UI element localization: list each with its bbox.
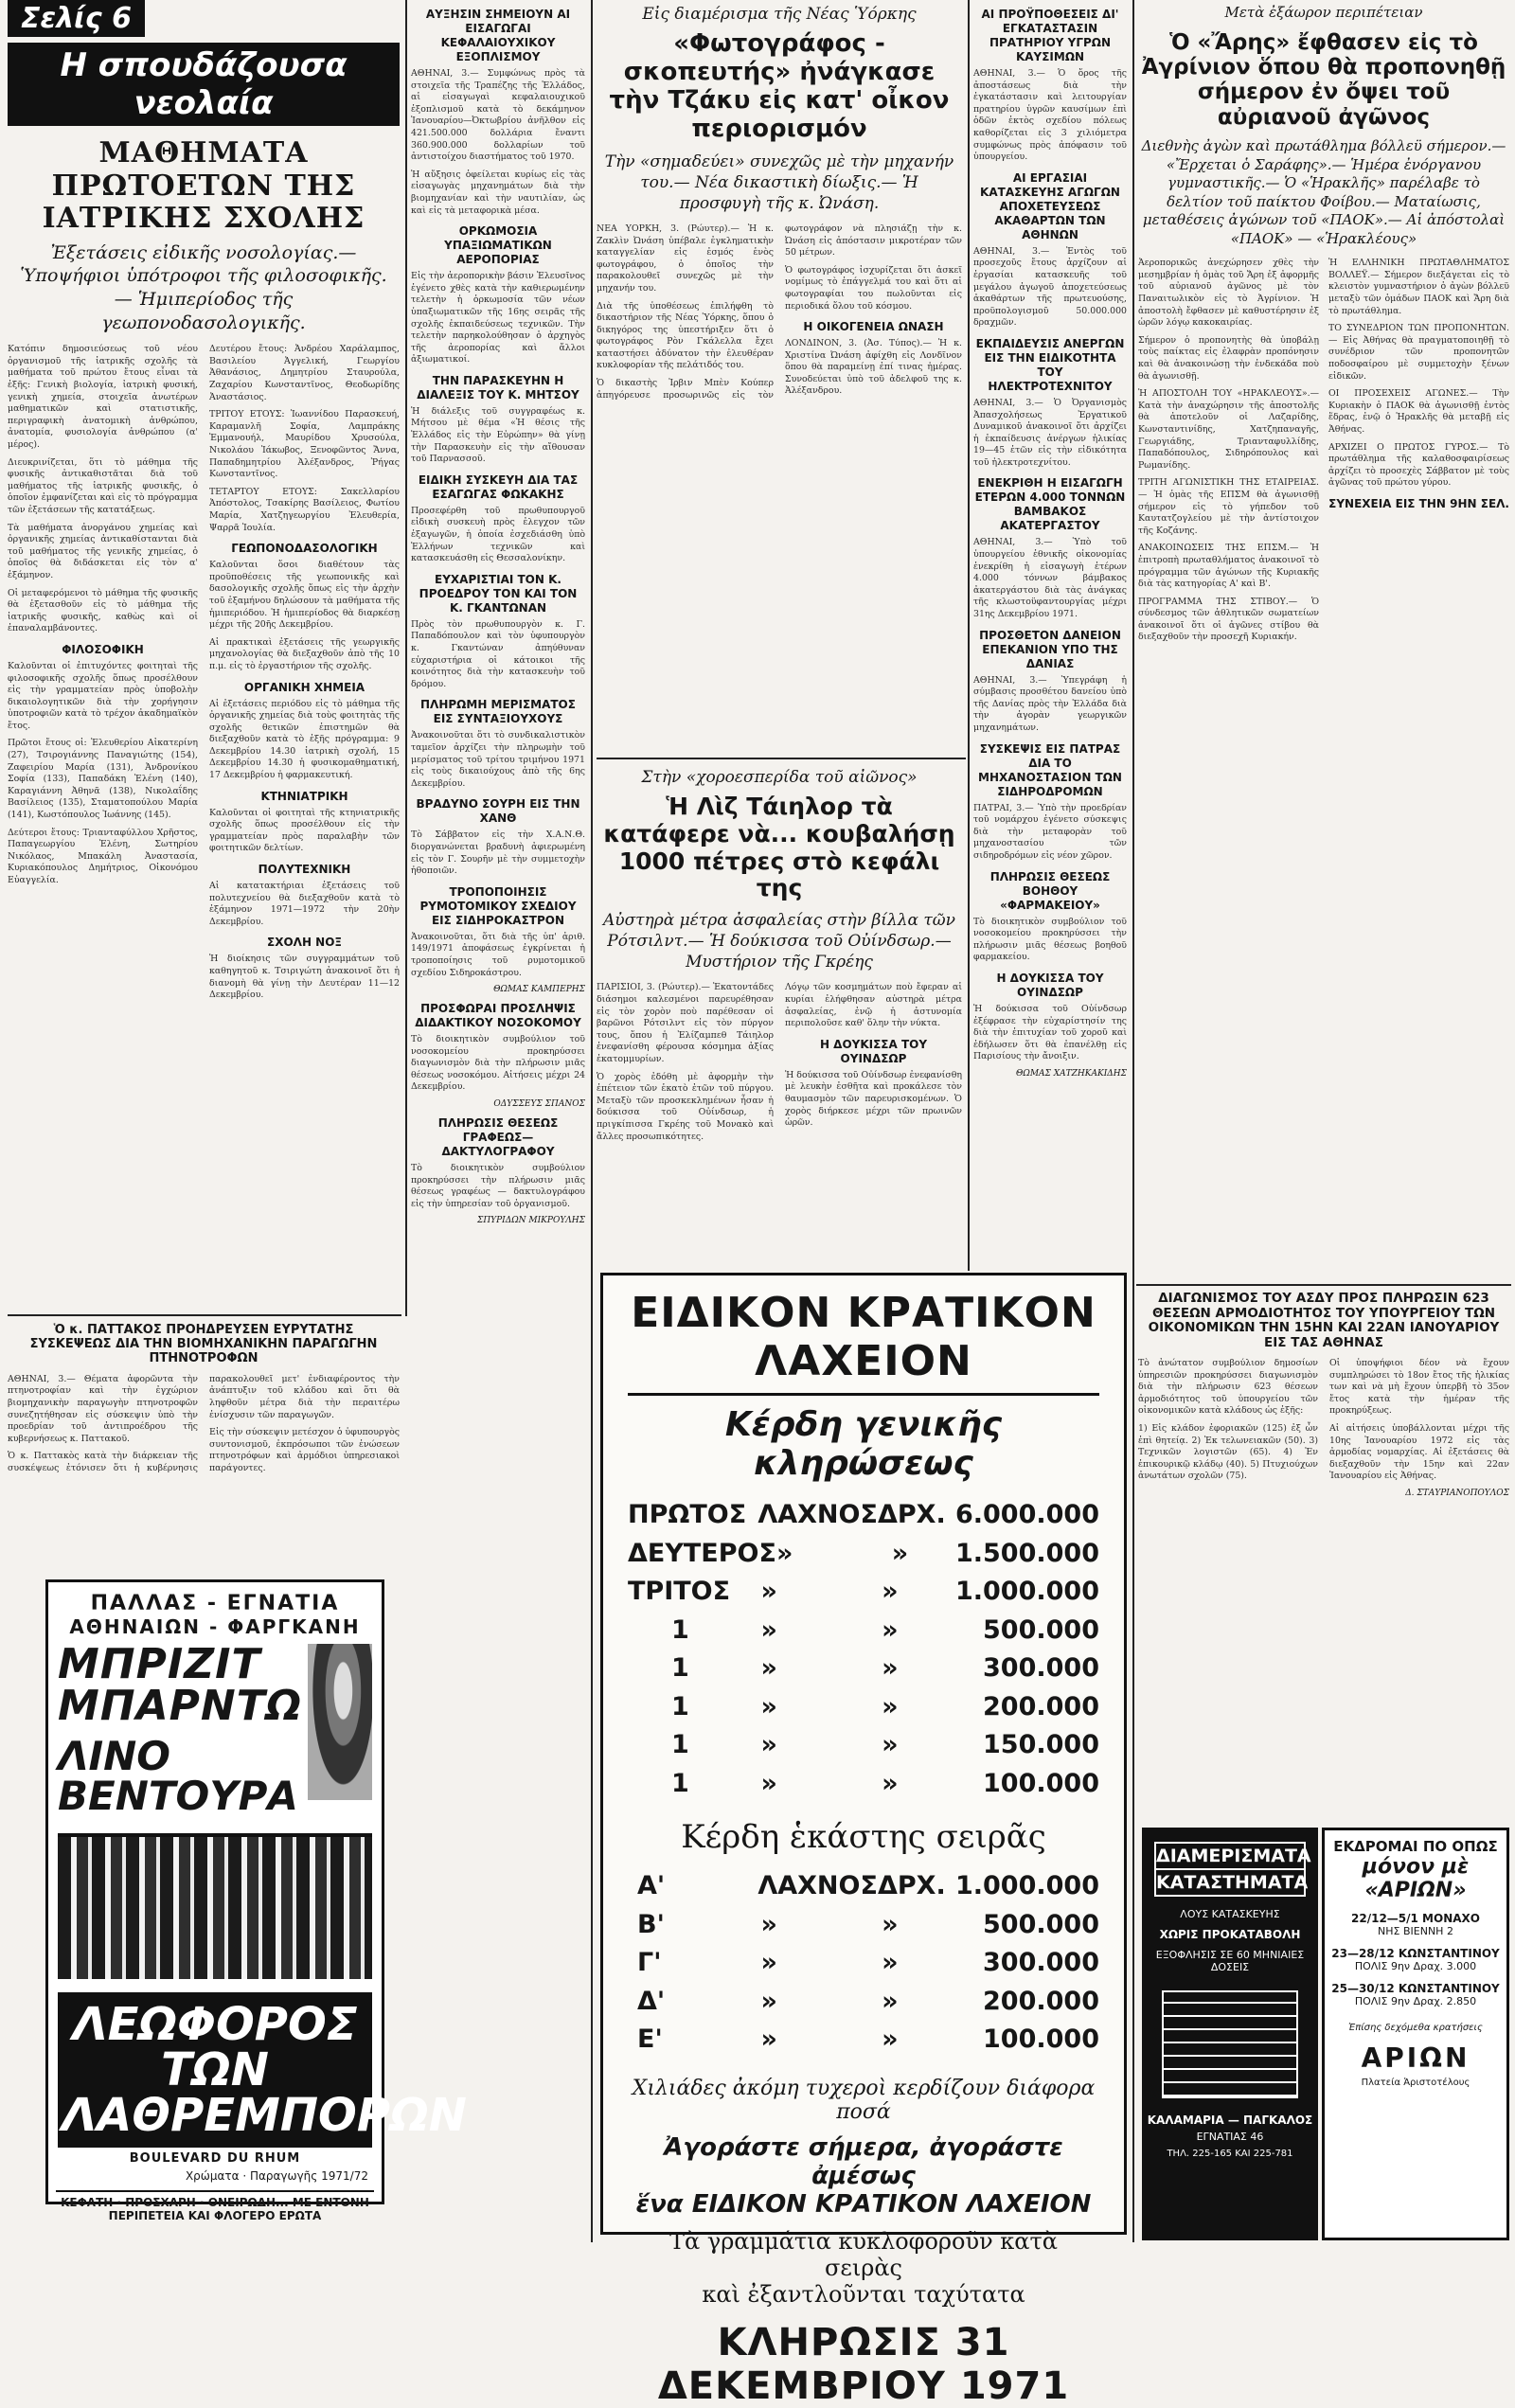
prize-currency: ΔΡΧ. [877,1871,946,1900]
prize-rank: 1 [671,1768,689,1798]
ad-line: ΕΓΝΑΤΙΑΣ 46 [1196,2131,1264,2143]
section-subheading: ΚΤΗΝΙΑΤΡΙΚΗ [260,789,348,803]
main-subhead: Ἐξετάσεις εἰδικῆς νοσολογίας.— Ὑποψήφιοι ὑπότροφοι τῆς φιλοσοφικῆς.— Ἡμιπερίοδος τῆς γεωπονοδασολογικῆς. [20,241,387,333]
article-paragraph: Σήμερον ὁ προπονητὴς θὰ ὑποβάλῃ τοὺς παίκτας εἰς ἐλαφρὰν προπόνησιν καὶ θὰ ἀνακοινώσῃ τὴν ἐνδεκάδα ποὺ θὰ ἀγωνισθῇ. [1138,334,1319,382]
article-paragraph: Ἡ ΑΠΟΣΤΟΛΗ ΤΟΥ «ΗΡΑΚΛΕΟΥΣ».— Κατὰ τὴν ἀναχώρησιν τῆς ἀποστολῆς θὰ ἀποτελοῦν οἱ Λαζαρίδης, Κωνσταντινίδης, Χατζηπαναγῆς, Γεωργιάδης, Τριανταφυλλίδης, Παπαδόπουλος, Σιδηρόπουλος καὶ Ρωμανίδης. [1138,388,1319,471]
excursions-advertisement [1322,1828,1509,2240]
article-paragraph: Πρῶτοι ἔτους οἱ: Ἐλευθερίου Αἰκατερίνη (27), Τσιρογιάννης Παναγιώτης (154), Ζαφειρίου Μαρία (131), Ἀνδρονίκου Σοφία (133), Παπαδάκη Ἐλένη (140), Καραγιάννη Ἀθηνᾶ (138), Νικολαΐδης Βασίλειος (135), Σταματοπούλου Μαρία (141), Κωστόπουλος Ἰωάννης (145). [8,738,198,821]
article-paragraph: Τὸ διοικητικὸν συμβούλιον προκηρύσσει τὴν πλήρωσιν μιᾶς θέσεως γραφέως — δακτυλογράφου εἰς τὴν ὑπηρεσίαν τοῦ ὀργανισμοῦ. [411,1163,585,1209]
article-headline: ΟΡΚΩΜΟΣΙΑ ΥΠΑΞΙΩΜΑΤΙΚΩΝ ΑΕΡΟΠΟΡΙΑΣ [444,224,552,267]
article-subhead: Αὐστηρὰ μέτρα ἀσφαλείας στὴν βίλλα τῶν Ρότσιλντ.— Ἡ δούκισσα τοῦ Οὐίνδσωρ.— Μυστήριον τῆς Γκρέης [602,911,956,972]
article-paragraph: Δεύτεροι ἔτους: Τριανταφύλλου Χρῆστος, Παπαγεωργίου Ἑλένη, Σωτηρίου Νικόλαος, Μπακάλη Ἀναστασία, Κυριακόπουλος Δημήτριος, Οἰκονόμου Εὐαγγελία. [8,827,198,885]
article-paragraph: ΑΘΗΝΑΙ, 3.— Ὁ Ὀργανισμὸς Ἀπασχολήσεως Ἐργατικοῦ Δυναμικοῦ ἀνακοινοῖ ὅτι ἀρχίζει ἡ ἐκπαίδευσις ἀνέργων ἡλικίας 19—45 ἐτῶν εἰς τὴν εἰδικότητα τοῦ ἠλεκτροτεχνίτου. [973,397,1127,468]
prize-rank: 1 [671,1730,689,1759]
prize-currency: » [891,1538,909,1568]
prize-label: » [760,1909,777,1939]
article-paragraph: ΑΘΗΝΑΙ, 3.— Ὁ ὅρος τῆς ἀποστάσεως διὰ τὴν ἐγκατάστασιν καὶ λειτουργίαν πρατηρίου ὑγρῶν καυσίμων ἐπὶ ὁδῶν ἐκτὸς σχεδίου πόλεως καθορίζεται εἰς 3 χιλιόμετρα συμφώνως πρὸς ἀπόφασιν τοῦ ὑπουργείου. [973,68,1127,163]
prize-row [628,1650,1099,1688]
article-headline: Η ΔΟΥΚΙΣΣΑ ΤΟΥ ΟΥΙΝΔΣΩΡ [996,971,1104,999]
article-paragraph: Πρὸς τὸν πρωθυπουργὸν κ. Γ. Παπαδόπουλον καὶ τὸν ὑφυπουργὸν κ. Γκαντώναν ἀπηύθυναν εὐχαριστήρια οἱ κάτοικοι τῆς κοινότητος διὰ τὴν κατασκευὴν τοῦ δρόμου. [411,618,585,689]
prize-amount: 300.000 [983,1948,1099,1977]
article-paragraph: ΑΘΗΝΑΙ, 3.— Θέματα ἀφορῶντα τὴν πτηνοτροφίαν καὶ τὴν ἐγχώριον βιομηχανικὴν παραγωγὴν πτηνοτροφῶν συνεζητήθησαν εἰς σύσκεψιν ὑπὸ τὴν προεδρίαν τοῦ ἀντιπροέδρου τῆς κυβερνήσεως κ. Παττακοῦ. [8,1373,198,1444]
article-paragraph: Αἱ κατατακτήριαι ἐξετάσεις τοῦ πολυτεχνείου θὰ διεξαχθοῦν κατὰ τὸ ἑξάμηνον 1971—1972 τὴν 20ὴν Δεκεμβρίου. [209,881,400,927]
star-name: ΛΙΝΟ ΒΕΝΤΟΥΡΑ [58,1733,298,1819]
prize-rank: Α' [637,1871,666,1900]
article-paragraph: Ἡ δούκισσα τοῦ Οὐίνδσωρ ἐξέφρασε τὴν εὐχαρίστησίν της διὰ τὴν ἐπιτυχίαν τοῦ χοροῦ καὶ ἐδήλωσεν ὅτι θὰ ἐπανέλθῃ εἰς Παρισίους τὴν ἄνοιξιν. [973,1003,1127,1062]
article-paragraph: Τὸ Σάββατον εἰς τὴν Χ.Α.Ν.Θ. διοργανώνεται βραδυνὴ ἀφιερωμένη εἰς τὸν Γ. Σουρῆν μὲ τὴν συμμετοχὴν ἠθοποιῶν. [411,829,585,877]
lottery-line: Ἀγοράστε σήμερα, ἀγοράστε ἀμέσως [664,2132,1063,2190]
article-paragraph: Κατόπιν δημοσιεύσεως τοῦ νέου ὀργανισμοῦ τῆς ἰατρικῆς σχολῆς τὰ μαθήματα τοῦ πρώτου ἔτους εἶναι τὰ ἑξῆς: Γενικὴ βιολογία, ἰατρικὴ φυσική, γενικὴ χημεία, στοιχεῖα ἀνωτέρων μαθηματικῶν καὶ στατιστικῆς, περιγραφικὴ ἀνατομικὴ ἀνθρώπου, ἀνατομία, φυσιολογία ἀνθρώπου (α' μέρος). [8,344,198,450]
prize-label: » [760,1986,777,2016]
article-paragraph: ΑΝΑΚΟΙΝΩΣΕΙΣ ΤΗΣ ΕΠΣΜ.— Ἡ ἐπιτροπὴ πρωταθλήματος ἀνακοινοῖ τὸ πρόγραμμα τῶν ἀγώνων τῆς Κυριακῆς διὰ τὰς κατηγορίας Α' καὶ Β'. [1138,543,1319,590]
ad-line: ΧΩΡΙΣ ΠΡΟΚΑΤΑΒΟΛΗ [1159,1928,1301,1941]
article-headline: ΠΡΟΣΦΩΡΑΙ ΠΡΟΣΛΗΨΙΣ ΔΙΔΑΚΤΙΚΟΥ ΝΟΣΟΚΟΜΟΥ [415,1002,581,1030]
article-headline: ΕΝΕΚΡΙΘΗ Η ΕΙΣΑΓΩΓΗ ΕΤΕΡΩΝ 4.000 ΤΟΝΝΩΝ ΒΑΜΒΑΚΟΣ ΑΚΑΤΕΡΓΑΣΤΟΥ [974,476,1126,533]
cinema-names-2: ΑΘΗΝΑΙΩΝ - ΦΑΡΓΚΑΝΗ [69,1615,361,1638]
prize-currency: » [882,1909,899,1939]
article-paragraph: Τὸ ἀνώτατον συμβούλιον δημοσίων ὑπηρεσιῶν προκηρύσσει διαγωνισμὸν διὰ τὴν πλήρωσιν 623 θέσεων ἀρμοδιότητος τοῦ ὑπουργείου τῶν οἰκονομικῶν κατὰ κλάδους ὡς ἑξῆς: [1138,1358,1318,1417]
lottery-advertisement [600,1273,1127,2408]
lottery-line: Τὰ γραμμάτια κυκλοφοροῦν κατὰ σειρὰς [669,2227,1058,2281]
ad-line: Ἐπίσης δεχόμεθα κρατήσεις [1348,2023,1483,2033]
liz-taylor-article [597,763,962,1265]
prize-amount: 150.000 [983,1730,1099,1759]
signature: ΘΩΜΑΣ ΚΑΜΠΕΡΗΣ [493,985,585,995]
ad-title: ΕΚΔΡΟΜΑΙ ΠΟ ΟΠΩΣ [1333,1838,1498,1855]
prize-label: » [760,1653,777,1683]
prize-label: » [760,1691,777,1721]
article-paragraph: Τὰ μαθήματα ἀνοργάνου χημείας καὶ ὀργανικῆς χημείας ἀντικαθίστανται διὰ τοῦ μαθήματος τῆς γενικῆς χημείας, ὁ ὁποῖος θὰ διδάσκεται εἰς τὸν α' ἑξάμηνον. [8,522,198,580]
article-column [209,344,400,1008]
article-kicker: Μετὰ ἐξάωρον περιπέτειαν [1224,4,1423,21]
article-headline: ΕΥΧΑΡΙΣΤΙΑΙ ΤΟΝ Κ. ΠΡΟΕΔΡΟΥ ΤΟΝ ΚΑΙ ΤΟΝ Κ. ΓΚΑΝΤΩΝΑΝ [419,572,578,615]
article-subhead: Τὴν «σημαδεύει» συνεχῶς μὲ τὴν μηχανήν του.— Νέα δικαστικὴ δίωξις.— Ἡ προσφυγὴ τῆς κ. Ὠνάση. [604,152,954,213]
left-block [8,0,400,1316]
article-paragraph: Αἱ πρακτικαὶ ἐξετάσεις τῆς γεωργικῆς μηχανολογίας θὰ διεξαχθοῦν ἀπὸ τῆς 10 π.μ. εἰς τὸ ἐργαστήριον τῆς σχολῆς. [209,636,400,671]
article-paragraph: ΑΘΗΝΑΙ, 3.— Ὑπεγράφη ἡ σύμβασις προσθέτου δανείου ὑπὸ τῆς Δανίας πρὸς τὴν Ἑλλάδα διὰ τὴν ἀγορὰν γεωργικῶν μηχανημάτων. [973,674,1127,733]
ad-line: 22/12—5/1 ΜΟΝΑΧΟ [1351,1912,1480,1925]
prize-row [628,1983,1099,2022]
article-subhead: Διεθνὴς ἀγὼν καὶ πρωτάθλημα βόλλεϋ σήμερον.— «Ἔρχεται ὁ Σαράφης».— Ἡμέρα ἐνόργανου γυμναστικῆς.— Ὁ «Ἡρακλῆς» παρέλαβε τὸ δελτίον τοῦ παίκτου Φοίβου.— Ματαίωσις, μεταθέσεις ἀγώνων τοῦ «ΠΑΟΚ».— Αἱ ἀπόστολαὶ «ΠΑΟΚ» — «Ἡρακλέους» [1141,137,1506,247]
lottery-line: καὶ ἐξαντλοῦνται ταχύτατα [702,2280,1025,2308]
prize-rank: 1 [671,1614,689,1645]
prize-currency: » [882,2025,899,2054]
prize-currency: » [882,1730,899,1759]
article-paragraph: 1) Εἰς κλάδον ἐφοριακῶν (125) ἐξ ὧν ἐπὶ θητείᾳ. 2) Ἐκ τελωνειακῶν (50). 3) Τεχνικῶν λογιστῶν (65). 4) Ἐν ἐπικουρικῷ κλάδῳ (40). 5) Πτυχιούχων ἀνωτάτων σχολῶν (75). [1138,1423,1318,1482]
prize-row [628,1688,1099,1727]
prize-currency: » [882,1986,899,2016]
prize-label: » [760,2025,777,2054]
film-original-title: BOULEVARD DU RHUM [129,2151,301,2166]
article-paragraph: ΠΑΡΙΣΙΟΙ, 3. (Ρώυτερ).— Ἐκατοντάδες διάσημοι καλεσμένοι παρευρέθησαν εἰς τὸν χορὸν ποὺ παρέθεσαν οἱ βαρῶνοι Ρότσιλντ εἰς τὸν πύργον τους, ὅπου ἡ Ἐλίζαμπεθ Τάιηλορ ἐνεφανίσθη φέρουσα κόσμημα ἀξίας ἑκατομμυρίων. [597,982,774,1064]
prize-row [628,1867,1099,1906]
prize-currency: » [882,1653,899,1683]
article-paragraph: Λόγῳ τῶν κοσμημάτων ποὺ ἔφεραν αἱ κυρίαι ἐλήφθησαν αὐστηρὰ μέτρα ἀσφαλείας, ἐνῷ ἡ ἀστυνομία περιπολοῦσε καθ' ὅλην τὴν νύκτα. [785,982,962,1029]
article-paragraph: Τὸ διοικητικὸν συμβούλιον τοῦ νοσοκομείου προκηρύσσει διαγωνισμὸν διὰ τὴν πλήρωσιν μιᾶς θέσεως νοσοκόμου. Αἰτήσεις μέχρι 24 Δεκεμβρίου. [411,1034,585,1093]
article-paragraph: Εἰς τὴν ἀεροπορικὴν βάσιν Ἐλευσῖνος ἐγένετο χθὲς κατὰ τὴν καθιερωμένην τελετὴν ἡ ὁρκωμοσία τῶν νέων ὑπαξιωματικῶν τῆς 16ης σειρᾶς τῆς σχολῆς ἐκπαιδεύσεως τεχνικῶν. Τὴν τελετὴν παρηκολούθησαν ὁ ἀρχηγὸς τῆς ἀεροπορίας καὶ ἄλλοι ἀξιωματικοί. [411,271,585,366]
ad-line: 25—30/12 ΚΩΝΣΤΑΝΤΙΝΟΥ [1331,1982,1500,1995]
section-divider [597,758,966,759]
signature: ΟΔΥΣΣΕΥΣ ΣΠΑΝΟΣ [493,1099,585,1110]
column-3 [411,0,585,2242]
article-paragraph: ΑΘΗΝΑΙ, 3.— Ἐντὸς τοῦ προσεχοῦς ἔτους ἀρχίζουν αἱ ἐργασίαι κατασκευῆς τοῦ μεγάλου ἀγωγοῦ ἀποχετεύσεως ἀκαθάρτων τῆς πρωτευούσης, προϋπολογισμοῦ 50.000.000 δραχμῶν. [973,245,1127,329]
ad-line: ΠΟΛΙΣ 9ην Δραχ. 2.850 [1354,1995,1477,2007]
prize-label: ΛΑΧΝΟΣ [758,1500,878,1529]
article-paragraph: Αἱ ἐξετάσεις περιόδου εἰς τὸ μάθημα τῆς ὀργανικῆς χημείας διὰ τοὺς φοιτητὰς τῆς σχολῆς θετικῶν ἐπιστημῶν θὰ διεξαχθοῦν κατὰ τὸ ἑξῆς πρόγραμμα: 9 Δεκεμβρίου 14.30 ἰατρικὴ σχολή, 15 Δεκεμβρίου 14.30 ἡ φυσικομαθηματική, 17 Δεκεμβρίου ἡ φαρμακευτική. [209,698,400,781]
prize-rank: 1 [671,1653,689,1683]
signature: ΣΠΥΡΙΔΩΝ ΜΙΚΡΟΥΛΗΣ [476,1216,585,1226]
prize-amount: 200.000 [983,1986,1099,2016]
section-subheading: ΠΟΛΥΤΕΧΝΙΚΗ [258,863,351,877]
article-paragraph: Ἡ διοίκησις τῶν συγγραμμάτων τοῦ καθηγητοῦ κ. Τσιριγώτη ἀνακοινοῖ ὅτι ἡ διανομὴ θὰ γίνῃ τὴν Δευτέραν 11—12 Δεκεμβρίου. [209,954,400,1001]
article-headline: ΠΛΗΡΩΣΙΣ ΘΕΣΕΩΣ ΒΟΗΘΟΥ «ΦΑΡΜΑΚΕΙΟΥ» [989,869,1111,912]
lottery-line: Χιλιάδες ἀκόμη τυχεροὶ κερδίζουν διάφορα ποσά [632,2076,1096,2124]
article-headline: ΠΡΟΣΘΕΤΟΝ ΔΑΝΕΙΟΝ ΕΠΕΚΑΝΙΟΝ ΥΠΟ ΤΗΣ ΔΑΝΙΑΣ [979,628,1121,670]
apartments-advertisement [1142,1828,1318,2240]
article-paragraph: Ἀνακοινοῦται, ὅτι διὰ τῆς ὑπ' ἀριθ. 149/1971 ἀποφάσεως ἐγκρίνεται ἡ τροποποίησις τοῦ ρυμοτομικοῦ σχεδίου Σιδηροκάστρου. [411,931,585,978]
lottery-subtitle: Κέρδη γενικῆς κληρώσεως [724,1405,1003,1483]
column-rule [1132,0,1134,2242]
prize-label: » [760,1730,777,1759]
article-kicker: Στὴν «χοροεσπερίδα τοῦ αἰῶνος» [641,768,918,787]
prize-label: » [760,1768,777,1798]
film-tagline: ΚΕΦΑΤΗ · ΠΡΟΣΧΑΡΗ · ΟΝΕΙΡΩΔΗ... ΜΕ ΕΝΤΟΝΗ ΠΕΡΙΠΕΤΕΙΑ ΚΑΙ ΦΛΟΓΕΡΟ ΕΡΩΤΑ [56,2190,374,2222]
prize-row [628,1535,1099,1574]
prize-amount: 1.000.000 [954,1577,1099,1606]
cinema-names: ΠΑΛΛΑΣ - ΕΓΝΑΤΙΑ [90,1592,340,1615]
section-subheading: ΦΙΛΟΣΟΦΙΚΗ [62,642,144,656]
prize-amount: 100.000 [983,1768,1099,1798]
article-paragraph: ΠΑΤΡΑΙ, 3.— Ὑπὸ τὴν προεδρίαν τοῦ νομάρχου ἐγένετο σύσκεψις διὰ τὴν μεταφορὰν τοῦ μηχανοστασίου τῶν σιδηροδρόμων εἰς νέον χῶρον. [973,802,1127,861]
article-headline: «Φωτογράφος - σκοπευτής» ἠνάγκασε τὴν Τζάκυ εἰς κατ' οἶκον περιορισμόν [609,29,950,143]
article-paragraph: ΝΕΑ ΥΟΡΚΗ, 3. (Ρώυτερ).— Ἡ κ. Ζακλὶν Ὠνάση ὑπέβαλε ἐγκληματικὴν καταγγελίαν εἰς ἐσμός ἑνὸς φωτογράφου, ὁ ὁποῖος τὴν παρακολουθεῖ συνεχῶς μὲ τὴν μηχανήν του. [597,223,774,294]
signature: Δ. ΣΤΑΥΡΙΑΝΟΠΟΥΛΟΣ [1405,1489,1509,1498]
prize-rank: ΤΡΙΤΟΣ [628,1577,731,1606]
section-divider [8,1314,401,1316]
column-rule [591,0,593,2242]
article-headline: ΑΥΞΗΣΙΝ ΣΗΜΕΙΟΥΝ ΑΙ ΕΙΣΑΓΩΓΑΙ ΚΕΦΑΛΑΙΟΥΧΙΚΟΥ ΕΞΟΠΛΙΣΜΟΥ [425,8,571,63]
prize-label: » [775,1538,793,1568]
prize-row [628,1765,1099,1804]
prize-row [628,1573,1099,1612]
article-headline: Ὁ κ. ΠΑΤΤΑΚΟΣ ΠΡΟΗΔΡΕΥΣΕΝ ΕΥΡΥΤΑΤΗΣ ΣΥΣΚΕΨΕΩΣ ΔΙΑ ΤΗΝ ΒΙΟΜΗΧΑΝΙΚΗΝ ΠΑΡΑΓΩΓΗΝ ΠΤΗΝΟΤΡΟΦΩΝ [29,1323,378,1365]
crowd-illustration [58,1833,372,1979]
article-paragraph: Ἀεροπορικῶς ἀνεχώρησεν χθὲς τὴν μεσημβρίαν ἡ ὁμὰς τοῦ Ἄρη ἐξ ἀφορμῆς τοῦ αὐριανοῦ ἀγῶνος μὲ τὸν Παναιτωλικὸν εἰς τὸ Ἀγρίνιον. Ἡ ἀποστολὴ ἔφθασεν μὲ καθυστέρησιν ἐξ ὡρῶν λόγῳ κακοκαιρίας. [1138,258,1319,329]
prize-label: » [760,1948,777,1977]
article-paragraph: Καλοῦνται οἱ φοιτηταὶ τῆς κτηνιατρικῆς σχολῆς ὅπως προσέλθουν εἰς τὴν γραμματείαν πρὸς παραλαβὴν τῶν φοιτητικῶν δελτίων. [209,807,400,854]
article-headline: ΤΡΟΠΟΠΟΙΗΣΙΣ ΡΥΜΟΤΟΜΙΚΟΥ ΣΧΕΔΙΟΥ ΕΙΣ ΣΙΔΗΡΟΚΑΣΤΡΟΝ [419,884,577,927]
ad-line: 23—28/12 ΚΩΝΣΤΑΝΤΙΝΟΥ [1331,1947,1500,1960]
section-banner: Η σπουδάζουσα νεολαία [8,43,400,126]
prize-currency: » [882,1577,899,1606]
prize-row [628,1944,1099,1983]
prize-rank: Β' [637,1909,665,1939]
ad-line: ΕΞΟΦΛΗΣΙΣ ΣΕ 60 ΜΗΝΙΑΙΕΣ ΔΟΣΕΙΣ [1155,1949,1305,1973]
article-paragraph: Ὁ χορὸς ἐδόθη μὲ ἀφορμὴν τὴν ἐπέτειον τῶν ἑκατὸ ἐτῶν τοῦ πύργου. Μεταξὺ τῶν προσκεκλημένων ἦσαν ἡ δούκισσα τοῦ Οὐίνδσωρ, ἡ πριγκίπισσα Γκρέης τοῦ Μονακὸ καὶ ἄλλες προσωπικότητες. [597,1071,774,1142]
article-paragraph: ΛΟΝΔΙΝΟΝ, 3. (Ἀσ. Τύπος).— Ἡ κ. Χριστίνα Ὠνάση ἀφίχθη εἰς Λονδῖνον ὅπου θὰ παραμείνῃ ἐπί τινας ἡμέρας. Συνοδεύεται ὑπὸ τοῦ ἀδελφοῦ της κ. Ἀλέξανδρου. [785,338,962,397]
prize-row [628,1726,1099,1765]
article-column [1138,258,1319,650]
article-paragraph: ΤΕΤΑΡΤΟΥ ΕΤΟΥΣ: Σακελλαρίου Ἀπόστολος, Τσακίρης Βασίλειος, Φωτίου Μαρία, Χατζηγεωργίου Ἐλευθερία, Ψαρρᾶ Ἰουλία. [209,486,400,533]
film-title: ΛΕΩΦΟΡΟΣ ΤΩΝ ΛΑΘΡΕΜΠΟΡΩΝ [58,1992,372,2148]
prize-row [628,2021,1099,2060]
prize-amount: 100.000 [983,2025,1099,2054]
lottery-title: ΕΙΔΙΚΟΝ ΚΡΑΤΙΚΟΝ ΛΑΧΕΙΟΝ [628,1289,1099,1396]
article-paragraph: Οἱ ὑποψήφιοι δέον νὰ ἔχουν συμπληρώσει τὸ 18ον ἔτος τῆς ἡλικίας των καὶ νὰ μὴ ἔχουν ὑπερβῆ τὸ 35ον ἔτος κατὰ τὴν ἡμέραν τῆς προκηρύξεως. [1329,1358,1509,1417]
pattakos-article [8,1322,400,1578]
article-paragraph: Ὁ κ. Παττακὸς κατὰ τὴν διάρκειαν τῆς συσκέψεως ἐτόνισεν ὅτι ἡ κυβέρνησις παρακολουθεῖ μετ' ἐνδιαφέροντος τὴν ἀνάπτυξιν τοῦ κλάδου καὶ ὅτι θὰ ληφθοῦν μέτρα διὰ τὴν περαιτέρω ἐνίσχυσιν τῶν παραγωγῶν. [8,1373,400,1473]
prize-amount: 200.000 [983,1691,1099,1721]
prize-currency: ΔΡΧ. [877,1500,946,1529]
prize-rank: ΠΡΩΤΟΣ [628,1500,747,1529]
film-still-image [308,1644,372,1800]
prize-currency: » [882,1948,899,1977]
article-headline: ΑΙ ΠΡΟΫΠΟΘΕΣΕΙΣ ΔΙ' ΕΓΚΑΤΑΣΤΑΣΙΝ ΠΡΑΤΗΡΙΟΥ ΥΓΡΩΝ ΚΑΥΣΙΜΩΝ [981,8,1119,63]
series-prizes-list [628,1867,1099,2060]
asdy-article [1138,1290,1509,1820]
jackie-article [597,0,962,748]
article-paragraph: ΑΡΧΙΖΕΙ Ο ΠΡΩΤΟΣ ΓΥΡΟΣ.— Τὸ πρωτάθλημα τῆς καλαθοσφαιρίσεως ἀρχίζει τὸ προσεχὲς Σάββατον μὲ τοὺς ἀγῶνας τοῦ πρώτου γύρου. [1328,441,1509,489]
article-headline: ΕΙΔΙΚΗ ΣΥΣΚΕΥΗ ΔΙΑ ΤΑΣ ΕΣΑΓΩΓΑΣ ΦΩΚΑΚΗΣ [418,473,579,501]
article-headline: ΕΚΠΑΙΔΕΥΣΙΣ ΑΝΕΡΓΩΝ ΕΙΣ ΤΗΝ ΕΙΔΙΚΟΤΗΤΑ ΤΟΥ ΗΛΕΚΤΡΟΤΕΧΝΙΤΟΥ [975,336,1125,393]
column-rule [968,0,970,1271]
article-headline: ΤΗΝ ΠΑΡΑΣΚΕΥΗΝ Η ΔΙΑΛΕΞΙΣ ΤΟΥ Κ. ΜΗΤΣΟΥ [417,373,579,401]
film-advertisement [45,1579,467,2222]
section-subheading: ΓΕΩΠΟΝΟΔΑΣΟΛΟΓΙΚΗ [231,542,378,556]
article-subheading: Η ΔΟΥΚΙΣΣΑ ΤΟΥ ΟΥΙΝΔΣΩΡ [819,1037,928,1065]
column-5 [973,0,1127,1265]
ad-line: ΚΑΛΑΜΑΡΙΑ — ΠΑΓΚΑΛΟΣ [1147,2114,1313,2127]
article-paragraph: ΤΡΙΤΗ ΑΓΩΝΙΣΤΙΚΗ ΤΗΣ ΕΤΑΙΡΕΙΑΣ.— Ἡ ὁμὰς τῆς ΕΠΣΜ θὰ ἀγωνισθῇ σήμερον εἰς τὸ γήπεδον τοῦ Καυτατζογλείου μὲ τὴν ἀντίστοιχον τῆς Κοζάνης. [1138,477,1319,536]
signature: ΘΩΜΑΣ ΧΑΤΖΗΚΑΚΙΔΗΣ [1015,1068,1127,1079]
prize-rank: ΔΕΥΤΕΡΟΣ [628,1538,776,1568]
article-paragraph: Ὁ φωτογράφος ἰσχυρίζεται ὅτι ἀσκεῖ νομίμως τὸ ἐπάγγελμά του καὶ ὅτι αἱ φωτογραφίαι του πωλοῦνται εἰς περιοδικά ὅλου τοῦ κόσμου. [785,264,962,312]
section-subheading: ΟΡΓΑΝΙΚΗ ΧΗΜΕΙΑ [243,680,365,694]
article-paragraph: Ἡ ΕΛΛΗΝΙΚΗ ΠΡΩΤΑΘΛΗΜΑΤΟΣ ΒΟΛΛΕΫ.— Σήμερον διεξάγεται εἰς τὸ κλειστὸν γυμναστήριον ὁ ἀγὼν βόλλεϋ μεταξὺ τῶν ὁμάδων ΠΑΟΚ καὶ Ἄρη διὰ τὸ πρωτάθλημα. [1328,258,1509,316]
lottery-subtitle: Κέρδη ἑκάστης σειρᾶς [681,1818,1046,1856]
article-headline: ΒΡΑΔΥΝΟ ΣΟΥΡΗ ΕΙΣ ΤΗΝ ΧΑΝΘ [416,797,580,826]
main-headline: ΜΑΘΗΜΑΤΑ ΠΡΩΤΟΕΤΩΝ ΤΗΣ ΙΑΤΡΙΚΗΣ ΣΧΟΛΗΣ [42,136,365,235]
sports-article [1138,0,1509,1280]
film-production: Χρώματα · Παραγωγῆς 1971/72 [185,2169,368,2183]
prize-label: » [760,1614,777,1645]
prize-currency: » [882,1691,899,1721]
article-kicker: Εἰς διαμέρισμα τῆς Νέας Ὑόρκης [642,5,917,24]
ad-brand: ΑΡΙΩΝ [1361,2042,1470,2074]
article-paragraph: Καλοῦνται ὅσοι διαθέτουν τὰς προϋποθέσεις τῆς γεωπονικῆς καὶ δασολογικῆς σχολῆς ὅπως εἰς τὴν ἀρχὴν τοῦ ἑξαμήνου δηλώσουν τὰ μαθήματα τῆς ἡμιπεριόδου. Ἡ ἡμιπερίοδος θὰ διαρκέσῃ μέχρι τῆς 20ῆς Δεκεμβρίου. [209,560,400,631]
lottery-line: ἕνα ΕΙΔΙΚΟΝ ΚΡΑΤΙΚΟΝ ΛΑΧΕΙΟΝ [635,2189,1092,2219]
article-column [8,344,198,1008]
article-paragraph: ΤΟ ΣΥΝΕΔΡΙΟΝ ΤΩΝ ΠΡΟΠΟΝΗΤΩΝ.— Εἰς Ἀθήνας θὰ πραγματοποιηθῇ τὸ συνέδριον τῶν προπονητῶν ποδοσφαίρου μὲ συμμετοχὴν ξένων εἰδικῶν. [1328,323,1509,382]
article-paragraph: ΟΙ ΠΡΟΣΕΧΕΙΣ ΑΓΩΝΕΣ.— Τὴν Κυριακὴν ὁ ΠΑΟΚ θὰ ἀγωνισθῇ ἐντὸς ἕδρας, ἐνῷ ὁ Ἡρακλῆς θὰ μεταβῇ εἰς Ἀθήνας. [1328,388,1509,435]
article-paragraph: Ἡ διάλεξις τοῦ συγγραφέως κ. Μήτσου μὲ θέμα «Ἡ θέσις τῆς Ἑλλάδος εἰς τὴν Εὐρώπην» θὰ γίνῃ τὴν Παρασκευὴν εἰς τὴν αἴθουσαν τοῦ Παρνασσοῦ. [411,405,585,465]
prize-row [628,1496,1099,1535]
prize-currency: » [882,1768,899,1798]
article-paragraph: Ἀνακοινοῦται ὅτι τὸ συνδικαλιστικὸν ταμεῖον ἀρχίζει τὴν πληρωμὴν τοῦ μερίσματος τοῦ τρίτου τριμήνου 1971 εἰς τοὺς δικαιούχους ἀπὸ τῆς 6ης Δεκεμβρίου. [411,730,585,789]
ad-title: μόνον μὲ «ΑΡΙΩΝ» [1362,1855,1470,1902]
article-paragraph: Διευκρινίζεται, ὅτι τὸ μάθημα τῆς φυσικῆς ἀντικαθιστᾶται διὰ τοῦ μαθήματος τῆς ἰατρικῆς φυσικῆς, ὁ ὁποῖον ἐμφανίζεται καὶ εἰς τὸ πρόγραμμα τῶν ἐξετάσεων τῆς κατατάξεως. [8,456,198,515]
article-paragraph: ΠΡΟΓΡΑΜΜΑ ΤΗΣ ΣΤΙΒΟΥ.— Ὁ σύνδεσμος τῶν ἀθλητικῶν σωματείων ἀνακοινοῖ ὅτι οἱ ἀγῶνες στίβου θὰ διεξαχθοῦν τὴν προσεχῆ Κυριακήν. [1138,596,1319,643]
general-prizes-list [628,1496,1099,1803]
ad-illustration [1162,1990,1298,2098]
page-label: Σελίς 6 [8,0,145,37]
prize-row [628,1906,1099,1945]
article-headline: ΠΛΗΡΩΜΗ ΜΕΡΙΣΜΑΤΟΣ ΕΙΣ ΣΥΝΤΑΞΙΟΥΧΟΥΣ [420,698,576,726]
article-paragraph: Δευτέρου ἔτους: Ἀνδρέου Χαράλαμπος, Βασιλείου Ἀγγελική, Γεωργίου Ἀθανάσιος, Δημητρίου Σταυρούλα, Ζαχαρίου Κωνσταντῖνος, Θεοδωρίδης Ἀναστάσιος. [209,344,400,402]
section-divider [1136,1284,1511,1286]
article-paragraph: Προσεφέρθη τοῦ πρωθυπουργοῦ εἰδικὴ συσκευὴ πρὸς ἐλεγχον τῶν ἐξαγωγῶν, ἡ ὁποία ἐσχεδιάσθη ὑπὸ Ἑλλήνων τεχνικῶν καὶ κατασκευάσθη εἰς Θεσσαλονίκην. [411,505,585,564]
prize-label: ΛΑΧΝΟΣ [758,1871,878,1900]
prize-rank: Γ' [637,1948,662,1977]
article-paragraph: Τὸ διοικητικὸν συμβούλιον τοῦ νοσοκομείου προκηρύσσει τὴν πλήρωσιν μιᾶς θέσεως βοηθοῦ φαρμακείου. [973,916,1127,963]
column-rule [405,0,407,1316]
ad-line: ΠΟΛΙΣ 9ην Δραχ. 3.000 [1354,1960,1477,1972]
ad-phone: ΤΗΛ. 225-165 ΚΑΙ 225-781 [1167,2149,1293,2159]
article-headline: Ὁ «Ἄρης» ἔφθασεν εἰς τὸ Ἀγρίνιον ὅπου θὰ προπονηθῇ σήμερον ἐν ὄψει τοῦ αὐριανοῦ ἀγῶνος [1141,29,1506,130]
article-paragraph: Εἰς τὴν σύσκεψιν μετέσχον ὁ ὑφυπουργὸς συντονισμοῦ, ἐκπρόσωποι τῶν ἐνώσεων πτηνοτρόφων καὶ ἀρμόδιοι ὑπηρεσιακοὶ παράγοντες. [209,1427,400,1473]
article-subheading: Η ΟΙΚΟΓΕΝΕΙΑ ΩΝΑΣΗ [803,320,944,334]
ad-title: ΚΑΤΑΣΤΗΜΑΤΑ [1154,1870,1306,1897]
prize-rank: Ε' [637,2025,663,2054]
prize-rank: 1 [671,1691,689,1721]
article-headline: Ἡ Λὶζ Τάιηλορ τὰ κατάφερε νὰ... κουβαλήσῃ 1000 πέτρες στὸ κεφάλι της [603,793,955,902]
prize-currency: » [882,1614,899,1645]
prize-amount: 6.000.000 [954,1500,1099,1529]
article-column [1328,258,1509,650]
lottery-draw-date: ΚΛΗΡΩΣΙΣ 31 ΔΕΚΕΜΒΡΙΟΥ 1971 [657,2320,1070,2408]
ad-line: Πλατεία Ἀριστοτέλους [1361,2078,1470,2088]
star-name: ΜΠΡΙΖΙΤ ΜΠΑΡΝΤΩ [58,1640,303,1730]
article-paragraph: ΑΘΗΝΑΙ, 3.— Συμφώνως πρὸς τὰ στοιχεῖα τῆς Τραπέζης τῆς Ἑλλάδος, αἱ εἰσαγωγαὶ κεφαλαιουχικοῦ ἐξοπλισμοῦ κατὰ τὸ δεκάμηνον Ἰανουαρίου—Ὀκτωβρίου ἀνῆλθον εἰς 421.500.000 δολλάρια ἔναντι 360.900.000 δολλαρίων τοῦ ἀντιστοίχου διαστήματος τοῦ 1970. [411,68,585,163]
article-paragraph: Ἡ αὔξησις ὀφείλεται κυρίως εἰς τὰς εἰσαγωγὰς μηχανημάτων διὰ τὴν βιομηχανίαν καὶ τὴν ναυτιλίαν, ὡς καὶ εἰς τὰ μεταφορικὰ μέσα. [411,169,585,216]
prize-amount: 1.500.000 [954,1538,1099,1568]
article-headline: ΑΙ ΕΡΓΑΣΙΑΙ ΚΑΤΑΣΚΕΥΗΣ ΑΓΩΓΩΝ ΑΠΟΧΕΤΕΥΣΕΩΣ ΑΚΑΘΑΡΤΩΝ ΤΩΝ ΑΘΗΝΩΝ [980,170,1120,241]
prize-amount: 500.000 [983,1614,1099,1645]
ad-line: ΛΟΥΣ ΚΑΤΑΣΚΕΥΗΣ [1180,1908,1280,1920]
article-paragraph: Ἡ δούκισσα τοῦ Οὐίνδσωρ ἐνεφανίσθη μὲ λευκὴν ἐσθῆτα καὶ προκάλεσε τὸν θαυμασμὸν τῶν παρευρισκομένων. Ὁ χορὸς διήρκεσε μέχρι τῶν πρωινῶν ὡρῶν. [785,1069,962,1129]
article-headline: ΔΙΑΓΩΝΙΣΜΟΣ ΤΟΥ ΑΣΔΥ ΠΡΟΣ ΠΛΗΡΩΣΙΝ 623 ΘΕΣΕΩΝ ΑΡΜΟΔΙΟΤΗΤΟΣ ΤΟΥ ΥΠΟΥΡΓΕΙΟΥ ΤΩΝ ΟΙΚΟΝΟΜΙΚΩΝ ΤΗΝ 15ΗΝ ΚΑΙ 22ΑΝ ΙΑΝΟΥΑΡΙΟΥ ΕΙΣ ΤΑΣ ΑΘΗΝΑΣ [1148,1291,1500,1350]
article-paragraph: Ὁ δικαστὴς Ἰρβιν Μπὲν Κούπερ ἀπηγόρευσε προσωρινῶς εἰς τὸν φωτογράφον νὰ πλησιάζῃ τὴν κ. Ὠνάση εἰς ἀπόστασιν μικροτέραν τῶν 50 μέτρων. [597,223,962,401]
section-subheading: ΣΧΟΛΗ ΝΟΞ [267,936,342,950]
continuation-note: ΣΥΝΕΧΕΙΑ ΕΙΣ ΤΗΝ 9ΗΝ ΣΕΛ. [1328,496,1509,510]
article-headline: ΠΛΗΡΩΣΙΣ ΘΕΣΕΩΣ ΓΡΑΦΕΩΣ—ΔΑΚΤΥΛΟΓΡΑΦΟΥ [437,1116,559,1159]
article-headline: ΣΥΣΚΕΨΙΣ ΕΙΣ ΠΑΤΡΑΣ ΔΙΑ ΤΟ ΜΗΧΑΝΟΣΤΑΣΙΟΝ ΤΩΝ ΣΙΔΗΡΟΔΡΟΜΩΝ [978,741,1122,798]
article-paragraph: ΤΡΙΤΟΥ ΕΤΟΥΣ: Ἰωαννίδου Παρασκευή, Καραμανλῆ Σοφία, Λαμπράκης Ἐμμανουήλ, Μαυρίδου Χρυσούλα, Νικολάου Ἰάκωβος, Ξενοφῶντος Ἄννα, Παπαδημητρίου Ἀλέξανδρος, Ῥήγας Κωνσταντῖνος. [209,409,400,480]
prize-amount: 1.000.000 [954,1871,1099,1900]
article-paragraph: Καλοῦνται οἱ ἐπιτυχόντες φοιτηταὶ τῆς φιλοσοφικῆς σχολῆς ὅπως προσέλθουν εἰς τὴν γραμματείαν πρὸς ὑποβολὴν δικαιολογητικῶν διὰ τὴν χορήγησιν ὑποτροφιῶν κατὰ τὸ τρέχον ἀκαδημαϊκὸν ἔτος. [8,660,198,731]
prize-rank: Δ' [637,1986,666,2016]
prize-row [628,1612,1099,1650]
article-paragraph: Αἱ αἰτήσεις ὑποβάλλονται μέχρι τῆς 10ης Ἰανουαρίου 1972 εἰς τὰς ἀρμοδίας νομαρχίας. Αἱ ἐξετάσεις θὰ διεξαχθοῦν τὴν 15ην καὶ 22αν Ἰανουαρίου εἰς Ἀθήνας. [1329,1423,1509,1482]
ad-line: ΝΗΣ ΒΙΕΝΝΗ 2 [1378,1925,1453,1937]
ad-title: ΔΙΑΜΕΡΙΣΜΑΤΑ [1154,1842,1306,1870]
article-paragraph: Διὰ τῆς ὑποθέσεως ἐπιλήφθη τὸ δικαστήριον τῆς Νέας Ὑόρκης, ὅπου ὁ δικηγόρος της ὑπεστήριξεν ὅτι ὁ φωτογράφος Ρὸν Γκάλελλα ἔχει καταστήσει ἀδύνατον τὴν ἐλευθέραν κυκλοφορίαν τῆς πελάτιδός του. [597,300,774,371]
article-paragraph: Οἱ μεταφερόμενοι τὸ μάθημα τῆς φυσικῆς θὰ ἐξετασθοῦν εἰς τὸ μάθημα τῆς ἰατρικῆς φυσικῆς, καθὼς καὶ οἱ ἐπαναλαμβάνοντες. [8,587,198,634]
prize-label: » [760,1577,777,1606]
prize-amount: 500.000 [983,1909,1099,1939]
prize-amount: 300.000 [983,1653,1099,1683]
article-paragraph: ΑΘΗΝΑΙ, 3.— Ὑπὸ τοῦ ὑπουργείου ἐθνικῆς οἰκονομίας ἐνεκρίθη ἡ εἰσαγωγὴ ἑτέρων 4.000 τόννων βάμβακος ἀκατεργάστου διὰ τὰς ἀνάγκας τῆς κλωστοϋφαντουργίας μέχρι 31ης Δεκεμβρίου 1971. [973,537,1127,620]
